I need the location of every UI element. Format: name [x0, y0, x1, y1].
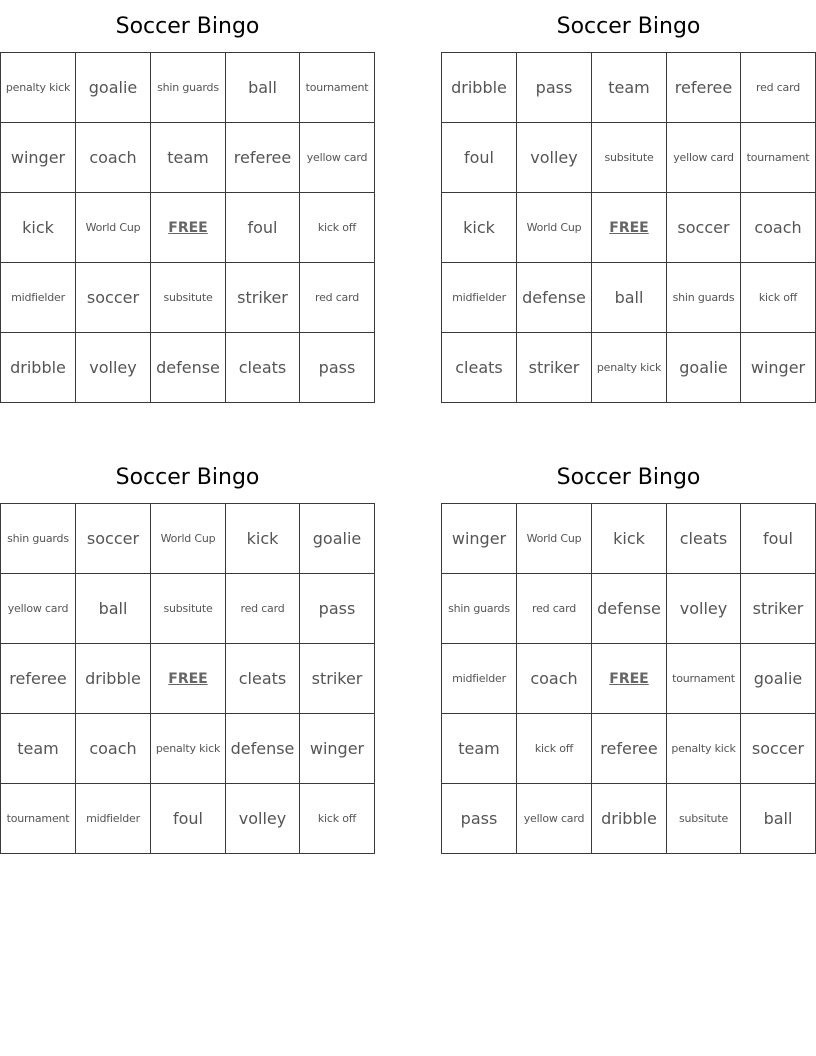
bingo-cell: shin guards — [442, 574, 517, 644]
bingo-cell: pass — [300, 574, 375, 644]
bingo-cell: volley — [517, 123, 592, 193]
bingo-cell: pass — [300, 333, 375, 403]
bingo-cell: coach — [76, 714, 151, 784]
bingo-cell: tournament — [741, 123, 816, 193]
bingo-cell: striker — [741, 574, 816, 644]
bingo-cell: subsitute — [151, 263, 226, 333]
bingo-cell: volley — [76, 333, 151, 403]
bingo-cell: midfielder — [442, 263, 517, 333]
bingo-cell: tournament — [667, 644, 741, 714]
bingo-cell: shin guards — [151, 53, 226, 123]
bingo-cell: foul — [442, 123, 517, 193]
bingo-cell: kick — [442, 193, 517, 263]
bingo-cell: ball — [76, 574, 151, 644]
bingo-cell: team — [592, 53, 667, 123]
bingo-cell: World Cup — [151, 504, 226, 574]
bingo-cell: kick off — [300, 784, 375, 854]
card-title: Soccer Bingo — [115, 465, 260, 490]
bingo-cell: penalty kick — [667, 714, 741, 784]
bingo-cell: ball — [741, 784, 816, 854]
bingo-cell: subsitute — [667, 784, 741, 854]
bingo-cell: goalie — [741, 644, 816, 714]
bingo-cell: coach — [741, 193, 816, 263]
bingo-cell: tournament — [300, 53, 375, 123]
bingo-cell: winger — [741, 333, 816, 403]
bingo-cell: pass — [517, 53, 592, 123]
bingo-cell: red card — [741, 53, 816, 123]
bingo-cell: tournament — [1, 784, 76, 854]
bingo-cell: pass — [442, 784, 517, 854]
bingo-cell: soccer — [76, 263, 151, 333]
bingo-cell: cleats — [667, 504, 741, 574]
bingo-cell: soccer — [667, 193, 741, 263]
bingo-cell: kick — [592, 504, 667, 574]
bingo-cell: team — [1, 714, 76, 784]
bingo-cell: subsitute — [592, 123, 667, 193]
bingo-cell: yellow card — [517, 784, 592, 854]
bingo-cell: kick off — [517, 714, 592, 784]
bingo-cell: red card — [517, 574, 592, 644]
bingo-cell: penalty kick — [151, 714, 226, 784]
bingo-cell: yellow card — [1, 574, 76, 644]
bingo-cell: midfielder — [442, 644, 517, 714]
bingo-cell: striker — [226, 263, 300, 333]
bingo-cell: team — [442, 714, 517, 784]
bingo-cell: red card — [300, 263, 375, 333]
bingo-cell: striker — [517, 333, 592, 403]
bingo-cell: referee — [1, 644, 76, 714]
bingo-cell: red card — [226, 574, 300, 644]
bingo-cell: kick off — [300, 193, 375, 263]
bingo-cell: coach — [76, 123, 151, 193]
bingo-cell: foul — [226, 193, 300, 263]
bingo-cell: yellow card — [300, 123, 375, 193]
card-title: Soccer Bingo — [556, 14, 701, 39]
bingo-cell: defense — [226, 714, 300, 784]
bingo-cell: striker — [300, 644, 375, 714]
bingo-cell: yellow card — [667, 123, 741, 193]
free-space-cell: FREE — [151, 193, 226, 263]
bingo-cell: subsitute — [151, 574, 226, 644]
free-space-cell: FREE — [592, 644, 667, 714]
free-space-cell: FREE — [151, 644, 226, 714]
bingo-cell: referee — [667, 53, 741, 123]
bingo-cell: soccer — [741, 714, 816, 784]
bingo-cell: penalty kick — [1, 53, 76, 123]
bingo-grid — [441, 52, 816, 403]
bingo-cell: goalie — [300, 504, 375, 574]
bingo-cell: winger — [1, 123, 76, 193]
bingo-cell: winger — [300, 714, 375, 784]
bingo-grid — [441, 503, 816, 854]
bingo-cell: goalie — [667, 333, 741, 403]
bingo-cell: foul — [151, 784, 226, 854]
bingo-cell: kick — [1, 193, 76, 263]
bingo-cell: World Cup — [517, 193, 592, 263]
bingo-cell: defense — [517, 263, 592, 333]
bingo-cell: soccer — [76, 504, 151, 574]
bingo-cell: referee — [226, 123, 300, 193]
card-title: Soccer Bingo — [115, 14, 260, 39]
bingo-cell: cleats — [226, 333, 300, 403]
bingo-cell: coach — [517, 644, 592, 714]
bingo-cell: shin guards — [1, 504, 76, 574]
bingo-cell: ball — [592, 263, 667, 333]
bingo-cell: goalie — [76, 53, 151, 123]
bingo-cell: dribble — [592, 784, 667, 854]
bingo-cell: cleats — [226, 644, 300, 714]
bingo-cell: team — [151, 123, 226, 193]
bingo-cell: referee — [592, 714, 667, 784]
bingo-cell: penalty kick — [592, 333, 667, 403]
bingo-cell: kick — [226, 504, 300, 574]
bingo-cell: dribble — [1, 333, 76, 403]
bingo-cell: World Cup — [517, 504, 592, 574]
bingo-cell: volley — [226, 784, 300, 854]
bingo-cell: volley — [667, 574, 741, 644]
bingo-cell: defense — [151, 333, 226, 403]
bingo-cell: foul — [741, 504, 816, 574]
bingo-cell: winger — [442, 504, 517, 574]
bingo-cell: World Cup — [76, 193, 151, 263]
bingo-grid — [0, 52, 375, 403]
bingo-cell: midfielder — [76, 784, 151, 854]
bingo-cell: midfielder — [1, 263, 76, 333]
card-title: Soccer Bingo — [556, 465, 701, 490]
bingo-grid — [0, 503, 375, 854]
bingo-cell: ball — [226, 53, 300, 123]
bingo-cell: cleats — [442, 333, 517, 403]
bingo-cell: kick off — [741, 263, 816, 333]
bingo-cell: dribble — [76, 644, 151, 714]
bingo-cell: dribble — [442, 53, 517, 123]
bingo-cell: defense — [592, 574, 667, 644]
bingo-cell: shin guards — [667, 263, 741, 333]
free-space-cell: FREE — [592, 193, 667, 263]
